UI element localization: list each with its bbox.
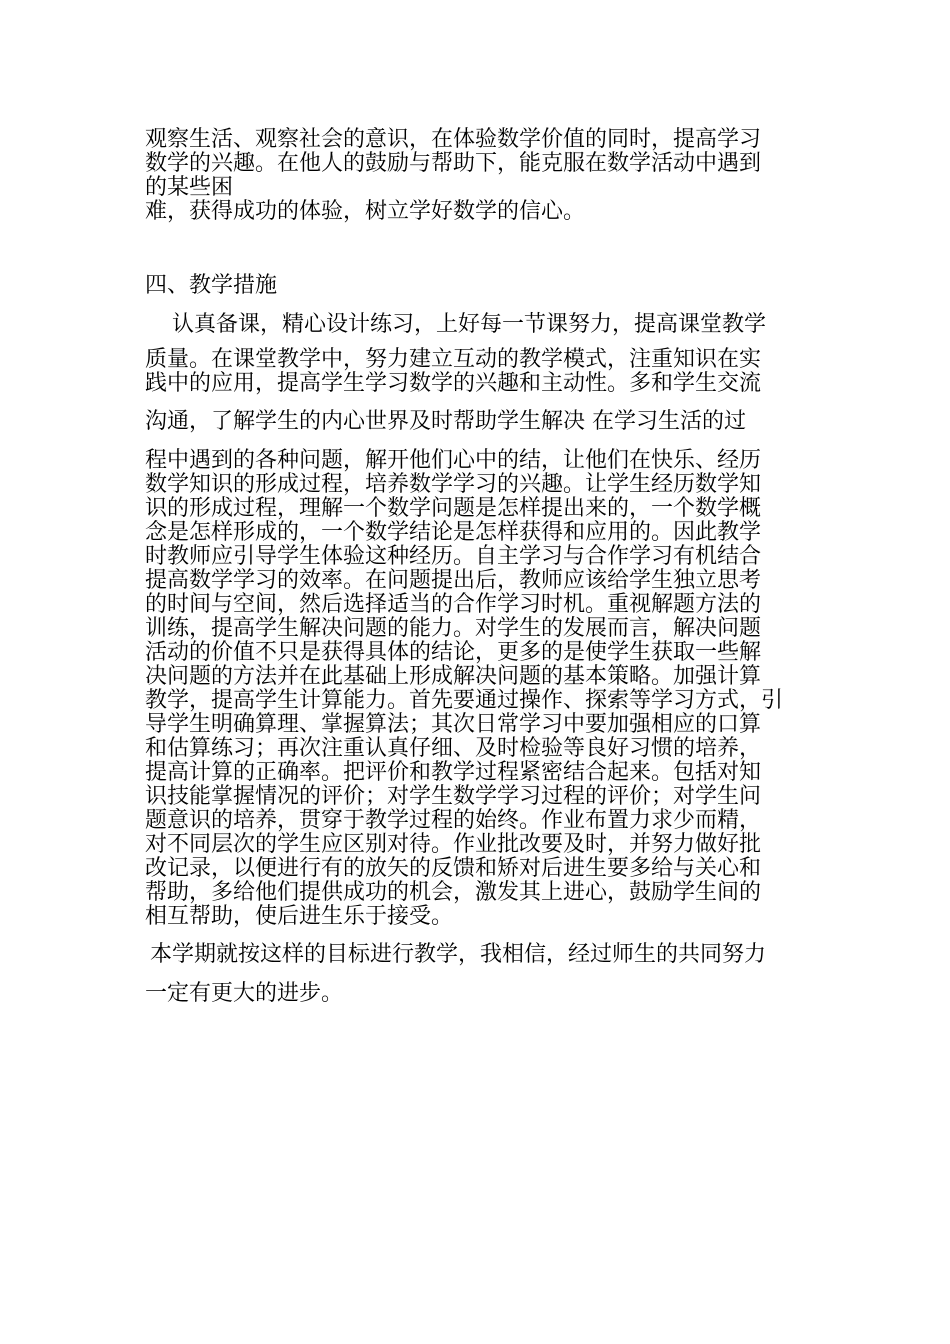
body-line: 教学，提高学生计算能力。首先要通过操作、探索等学习方式，引 (145, 688, 784, 713)
body-line: 相互帮助，使后进生乐于接受。 (145, 904, 454, 929)
intro-line: 的某些困 (145, 175, 234, 200)
closing-line: 一定有更大的进步。 (145, 981, 344, 1006)
body-line: 改记录，以便进行有的放矢的反馈和矫对后进生要多给与关心和 (145, 856, 762, 881)
body-line: 念是怎样形成的，一个数学结论是怎样获得和应用的。因此教学 (145, 520, 762, 545)
body-line: 沟通，了解学生的内心世界及时帮助学生解决 在学习生活的过 (145, 409, 746, 434)
body-line: 和估算练习；再次注重认真仔细、及时检验等良好习惯的培养， (145, 736, 762, 761)
closing-line: 本学期就按这样的目标进行教学，我相信，经过师生的共同努力 (150, 942, 767, 967)
body-line: 提高计算的正确率。把评价和教学过程紧密结合起来。包括对知 (145, 760, 762, 785)
section-heading: 四、教学措施 (145, 273, 278, 298)
body-line: 训练，提高学生解决问题的能力。对学生的发展而言，解决问题 (145, 616, 762, 641)
body-line: 题意识的培养，贯穿于教学过程的始终。作业布置力求少而精， (145, 808, 762, 833)
body-line: 活动的价值不只是获得具体的结论，更多的是使学生获取一些解 (145, 640, 762, 665)
body-line: 践中的应用，提高学生学习数学的兴趣和主动性。多和学生交流 (145, 371, 762, 396)
body-line: 导学生明确算理、掌握算法；其次日常学习中要加强相应的口算 (145, 712, 762, 737)
intro-line: 观察生活、观察社会的意识，在体验数学价值的同时，提高学习 (145, 127, 762, 152)
intro-line: 数学的兴趣。在他人的鼓励与帮助下，能克服在数学活动中遇到 (145, 151, 762, 176)
body-line: 认真备课，精心设计练习，上好每一节课努力，提高课堂教学 (172, 312, 767, 337)
body-line: 识的形成过程，理解一个数学问题是怎样提出来的，一个数学概 (145, 496, 762, 521)
body-line: 识技能掌握情况的评价；对学生数学学习过程的评价；对学生问 (145, 784, 762, 809)
body-line: 时教师应引导学生体验这种经历。自主学习与合作学习有机结合 (145, 544, 762, 569)
body-line: 帮助，多给他们提供成功的机会，激发其上进心，鼓励学生间的 (145, 880, 762, 905)
intro-line: 难，获得成功的体验，树立学好数学的信心。 (145, 199, 586, 224)
body-line: 决问题的方法并在此基础上形成解决问题的基本策略。加强计算 (145, 664, 762, 689)
body-line: 数学知识的形成过程，培养数学学习的兴趣。让学生经历数学知 (145, 472, 762, 497)
body-line: 的时间与空间，然后选择适当的合作学习时机。重视解题方法的 (145, 592, 762, 617)
body-line: 提高数学学习的效率。在问题提出后，教师应该给学生独立思考 (145, 568, 762, 593)
body-line: 对不同层次的学生应区别对待。作业批改要及时，并努力做好批 (145, 832, 762, 857)
body-line: 程中遇到的各种问题，解开他们心中的结，让他们在快乐、经历 (145, 448, 762, 473)
body-line: 质量。在课堂教学中，努力建立互动的教学模式，注重知识在实 (145, 347, 762, 372)
